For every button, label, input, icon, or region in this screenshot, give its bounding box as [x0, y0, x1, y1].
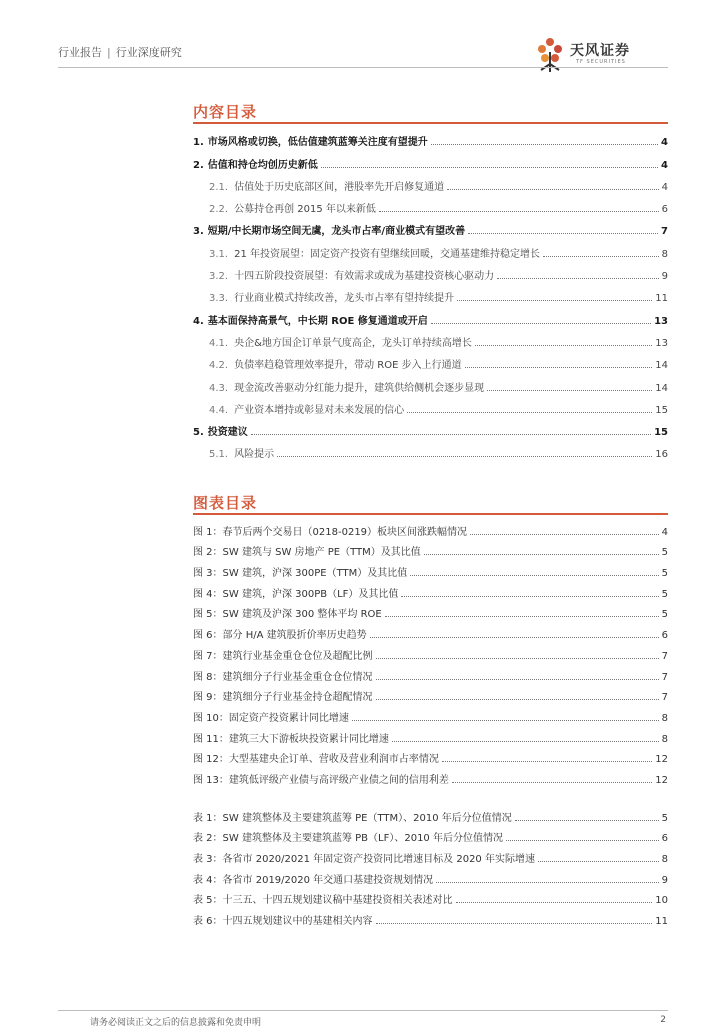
entry-page-number: 14: [655, 360, 668, 372]
entry-page-number: 14: [655, 382, 668, 394]
leader-dots: [487, 390, 652, 391]
contents-list: [193, 126, 668, 460]
entry-label: [209, 267, 494, 282]
leader-dots: [321, 167, 658, 168]
page-header: [58, 36, 668, 76]
leader-dots: [543, 256, 659, 257]
figure-entry[interactable]: [193, 620, 668, 641]
toc-entry[interactable]: [193, 171, 668, 193]
figure-entry[interactable]: [193, 517, 668, 538]
entry-number: 2.: [193, 159, 204, 171]
entry-page-number: 4: [661, 526, 668, 538]
entry-page-number: 9: [661, 271, 668, 283]
company-logo: [528, 36, 668, 74]
leader-dots: [376, 923, 653, 924]
entry-text: 图 8：建筑细分子行业基金重仓仓位情况: [193, 671, 373, 683]
entry-page-number: 13: [655, 337, 668, 349]
entry-text: 图 11：建筑三大下游板块投资累计同比增速: [193, 733, 389, 745]
figure-entry[interactable]: [193, 703, 668, 724]
entry-number: 2.1.: [209, 181, 229, 193]
entry-label: [193, 871, 433, 886]
entry-label: [193, 423, 248, 438]
entry-text: 公募持仓再创 2015 年以来新低: [234, 204, 376, 216]
breadcrumb: [58, 44, 182, 60]
entry-text: 市场风格或切换，低估值建筑蓝筹关注度有望提升: [207, 137, 428, 149]
entry-text: 表 6：十四五规划建议中的基建相关内容: [193, 916, 373, 928]
entry-label: [209, 334, 472, 349]
entry-text: 表 5：十三五、十四五规划建议稿中基建投资相关表述对比: [193, 895, 453, 907]
entry-label: [193, 668, 373, 683]
entry-number: 4.4.: [209, 404, 229, 416]
entry-text: 图 10：固定资产投资累计同比增速: [193, 712, 349, 724]
entry-text: 十四五阶段投资展望：有效需求或成为基建投资核心驱动力: [234, 271, 495, 283]
entry-text: 表 4：各省市 2019/2020 年交通口基建投资规划情况: [193, 874, 434, 886]
entry-label: [193, 564, 407, 579]
entry-page-number: 5: [661, 588, 668, 600]
entry-page-number: 4: [661, 181, 668, 193]
entry-page-number: 7: [661, 692, 668, 704]
entry-number: 4.: [193, 315, 204, 327]
entry-label: [193, 709, 349, 724]
toc-entry[interactable]: [193, 126, 668, 148]
disclaimer-note: 请务必阅读正文之后的信息披露和免责申明: [90, 1018, 262, 1028]
entry-text: 风险提示: [234, 449, 275, 461]
entry-page-number: 12: [655, 774, 668, 786]
entry-label: [193, 543, 421, 558]
leader-dots: [376, 699, 659, 700]
toc-entry[interactable]: [193, 416, 668, 438]
figure-entry[interactable]: [193, 745, 668, 766]
figure-entry[interactable]: [193, 641, 668, 662]
toc-entry[interactable]: [193, 438, 668, 460]
entry-page-number: 6: [661, 630, 668, 642]
entry-label: [193, 605, 382, 620]
entry-page-number: 13: [654, 315, 668, 327]
entry-label: [193, 626, 367, 641]
entry-page-number: 8: [661, 248, 668, 260]
entry-number: 1.: [193, 137, 204, 149]
entry-label: [193, 133, 428, 148]
entry-page-number: 6: [661, 204, 668, 216]
entry-number: 5.1.: [209, 449, 229, 461]
leader-dots: [497, 278, 659, 279]
toc-entry[interactable]: [193, 193, 668, 215]
entry-label: [209, 200, 376, 215]
leader-dots: [468, 233, 658, 234]
entry-text: 图 1：春节后两个交易日（0218-0219）板块区间涨跌幅情况: [193, 526, 468, 538]
entry-text: 估值处于历史底部区间，港股率先开启修复通道: [234, 181, 445, 193]
entry-label: [209, 356, 462, 371]
breadcrumb-report-type: 行业报告: [58, 46, 102, 59]
entry-text: 投资建议: [207, 427, 248, 439]
figures-list: [193, 517, 668, 927]
list-gap: [193, 786, 668, 803]
leader-dots: [457, 300, 652, 301]
entry-page-number: 12: [655, 754, 668, 766]
entry-page-number: 6: [661, 833, 668, 845]
entry-label: [193, 912, 373, 927]
logo-english-name: TF SECURITIES: [576, 59, 626, 65]
figure-entry[interactable]: [193, 558, 668, 579]
figure-entry[interactable]: [193, 724, 668, 745]
leader-dots: [431, 144, 658, 145]
figure-entry[interactable]: [193, 765, 668, 786]
toc-entry[interactable]: [193, 282, 668, 304]
toc-entry[interactable]: [193, 349, 668, 371]
entry-label: [193, 809, 512, 824]
entry-page-number: 4: [661, 137, 668, 149]
breadcrumb-report-category: 行业深度研究: [115, 46, 182, 59]
figure-entry[interactable]: [193, 683, 668, 704]
entry-text: 图 13：建筑低评级产业债与高评级产业债之间的信用利差: [193, 774, 449, 786]
entry-number: 4.3.: [209, 382, 229, 394]
leader-dots: [452, 782, 652, 783]
table-entry[interactable]: [193, 824, 668, 845]
entry-number: 2.2.: [209, 204, 229, 216]
entry-number: 3.2.: [209, 271, 229, 283]
entry-page-number: 16: [655, 449, 668, 461]
entry-text: 图 4：SW 建筑，沪深 300PB（LF）及其比值: [193, 588, 399, 600]
leader-dots: [465, 367, 653, 368]
entry-label: [193, 771, 449, 786]
entry-number: 3.: [193, 226, 204, 238]
entry-text: 行业商业模式持续改善，龙头市占率有望持续提升: [234, 293, 455, 305]
entry-page-number: 7: [661, 226, 668, 238]
figure-entry[interactable]: [193, 538, 668, 559]
entry-label: [209, 289, 454, 304]
toc-entry[interactable]: [193, 237, 668, 259]
table-entry[interactable]: [193, 865, 668, 886]
contents-title: 内容目录: [193, 103, 258, 121]
toc-entry[interactable]: [193, 327, 668, 349]
entry-page-number: 15: [655, 404, 668, 416]
entry-page-number: 8: [661, 733, 668, 745]
entry-number: 4.1.: [209, 337, 229, 349]
entry-label: [209, 245, 540, 260]
leader-dots: [370, 637, 659, 638]
toc-entry[interactable]: [193, 260, 668, 282]
entry-text: 图 12：大型基建央企订单、营收及营业利润市占率情况: [193, 754, 439, 766]
entry-number: 3.1.: [209, 248, 229, 260]
figure-entry[interactable]: [193, 662, 668, 683]
entry-number: 3.3.: [209, 293, 229, 305]
entry-label: [193, 222, 465, 237]
entry-label: [209, 379, 484, 394]
toc-entry[interactable]: [193, 394, 668, 416]
toc-entry[interactable]: [193, 304, 668, 326]
entry-label: [193, 850, 535, 865]
leader-dots: [376, 679, 659, 680]
toc-entry[interactable]: [193, 371, 668, 393]
entry-page-number: 15: [654, 427, 668, 439]
entry-page-number: 9: [661, 874, 668, 886]
leader-dots: [379, 211, 659, 212]
entry-text: 短期/中长期市场空间无虞，龙头市占率/商业模式有望改善: [207, 226, 466, 238]
toc-entry[interactable]: [193, 215, 668, 237]
entry-text: 产业资本增持或彰显对未来发展的信心: [234, 404, 405, 416]
entry-page-number: 8: [661, 712, 668, 724]
leader-dots: [277, 456, 652, 457]
entry-page-number: 5: [661, 812, 668, 824]
entry-text: 表 2：SW 建筑整体及主要建筑蓝筹 PB（LF）、2010 年后分位值情况: [193, 833, 503, 845]
table-entry[interactable]: [193, 886, 668, 907]
entry-label: [193, 730, 389, 745]
entry-page-number: 11: [655, 916, 668, 928]
table-entry[interactable]: [193, 803, 668, 824]
leader-dots: [456, 902, 653, 903]
entry-text: 图 7：建筑行业基金重仓仓位及超配比例: [193, 650, 373, 662]
figures-title: 图表目录: [193, 494, 258, 512]
entry-page-number: 8: [661, 854, 668, 865]
leader-dots: [376, 658, 659, 659]
figures-title-underline: [193, 513, 668, 515]
entry-number: 4.2.: [209, 360, 229, 372]
entry-text: 图 6：部分 H/A 建筑股折价率历史趋势: [193, 630, 367, 642]
entry-text: 图 9：建筑细分子行业基金持仓超配情况: [193, 692, 373, 704]
entry-label: [193, 312, 428, 327]
entry-text: 图 5：SW 建筑及沪深 300 整体平均 ROE: [193, 609, 382, 621]
logo-flower-icon: [532, 36, 568, 74]
entry-label: [193, 829, 503, 844]
entry-page-number: 7: [661, 671, 668, 683]
leader-dots: [385, 616, 659, 617]
logo-chinese-name: 天风证券: [570, 43, 630, 59]
leader-dots: [442, 761, 652, 762]
entry-page-number: 11: [655, 293, 668, 305]
entry-label: [209, 178, 444, 193]
entry-text: 现金流改善驱动分红能力提升，建筑供给侧机会逐步显现: [234, 382, 485, 394]
entry-text: 央企&地方国企订单景气度高企，龙头订单持续高增长: [234, 337, 472, 349]
leader-dots: [401, 596, 658, 597]
figure-entry[interactable]: [193, 600, 668, 621]
leader-dots: [515, 820, 659, 821]
entry-page-number: 5: [661, 609, 668, 621]
header-divider: [58, 67, 668, 68]
entry-text: 21 年投资展望：固定资产投资有望继续回暖，交通基建维持稳定增长: [234, 248, 540, 260]
entry-text: 图 3：SW 建筑，沪深 300PE（TTM）及其比值: [193, 568, 408, 580]
table-entry[interactable]: [193, 906, 668, 927]
table-entry[interactable]: [193, 844, 668, 865]
leader-dots: [447, 189, 659, 190]
leader-dots: [424, 554, 659, 555]
leader-dots: [475, 345, 652, 346]
entry-label: [193, 891, 453, 906]
leader-dots: [410, 575, 658, 576]
entry-text: 基本面保持高景气，中长期 ROE 修复通道或开启: [207, 315, 428, 327]
leader-dots: [470, 534, 659, 535]
entry-label: [193, 688, 373, 703]
entry-label: [193, 585, 398, 600]
leader-dots: [436, 882, 658, 883]
entry-text: 表 3：各省市 2020/2021 年固定资产投资同比增速目标及 2020 年实际增速: [193, 854, 535, 865]
toc-entry[interactable]: [193, 148, 668, 170]
entry-text: 负债率趋稳管理效率提升，带动 ROE 步入上行通道: [234, 360, 462, 372]
entry-label: [209, 445, 274, 460]
leader-dots: [407, 412, 652, 413]
entry-label: [193, 156, 318, 171]
entry-label: [209, 401, 404, 416]
figure-entry[interactable]: [193, 579, 668, 600]
breadcrumb-separator: |: [107, 46, 111, 59]
entry-page-number: 4: [661, 159, 668, 171]
footer-divider: [58, 1010, 668, 1011]
leader-dots: [352, 720, 659, 721]
entry-page-number: 7: [661, 650, 668, 662]
entry-label: [193, 647, 373, 662]
page-number: 2: [660, 1015, 666, 1025]
entry-text: 估值和持仓均创历史新低: [207, 159, 318, 171]
entry-label: [193, 750, 439, 765]
entry-page-number: 10: [655, 895, 668, 907]
entry-label: [193, 523, 467, 538]
leader-dots: [506, 840, 659, 841]
entry-number: 5.: [193, 427, 204, 439]
entry-page-number: 5: [661, 568, 668, 580]
leader-dots: [251, 434, 651, 435]
leader-dots: [538, 861, 659, 862]
leader-dots: [431, 323, 651, 324]
leader-dots: [392, 741, 659, 742]
entry-page-number: 5: [661, 547, 668, 559]
contents-title-underline: [193, 122, 668, 124]
entry-text: 图 2：SW 建筑与 SW 房地产 PE（TTM）及其比值: [193, 547, 421, 559]
entry-text: 表 1：SW 建筑整体及主要建筑蓝筹 PE（TTM）、2010 年后分位值情况: [193, 812, 512, 824]
